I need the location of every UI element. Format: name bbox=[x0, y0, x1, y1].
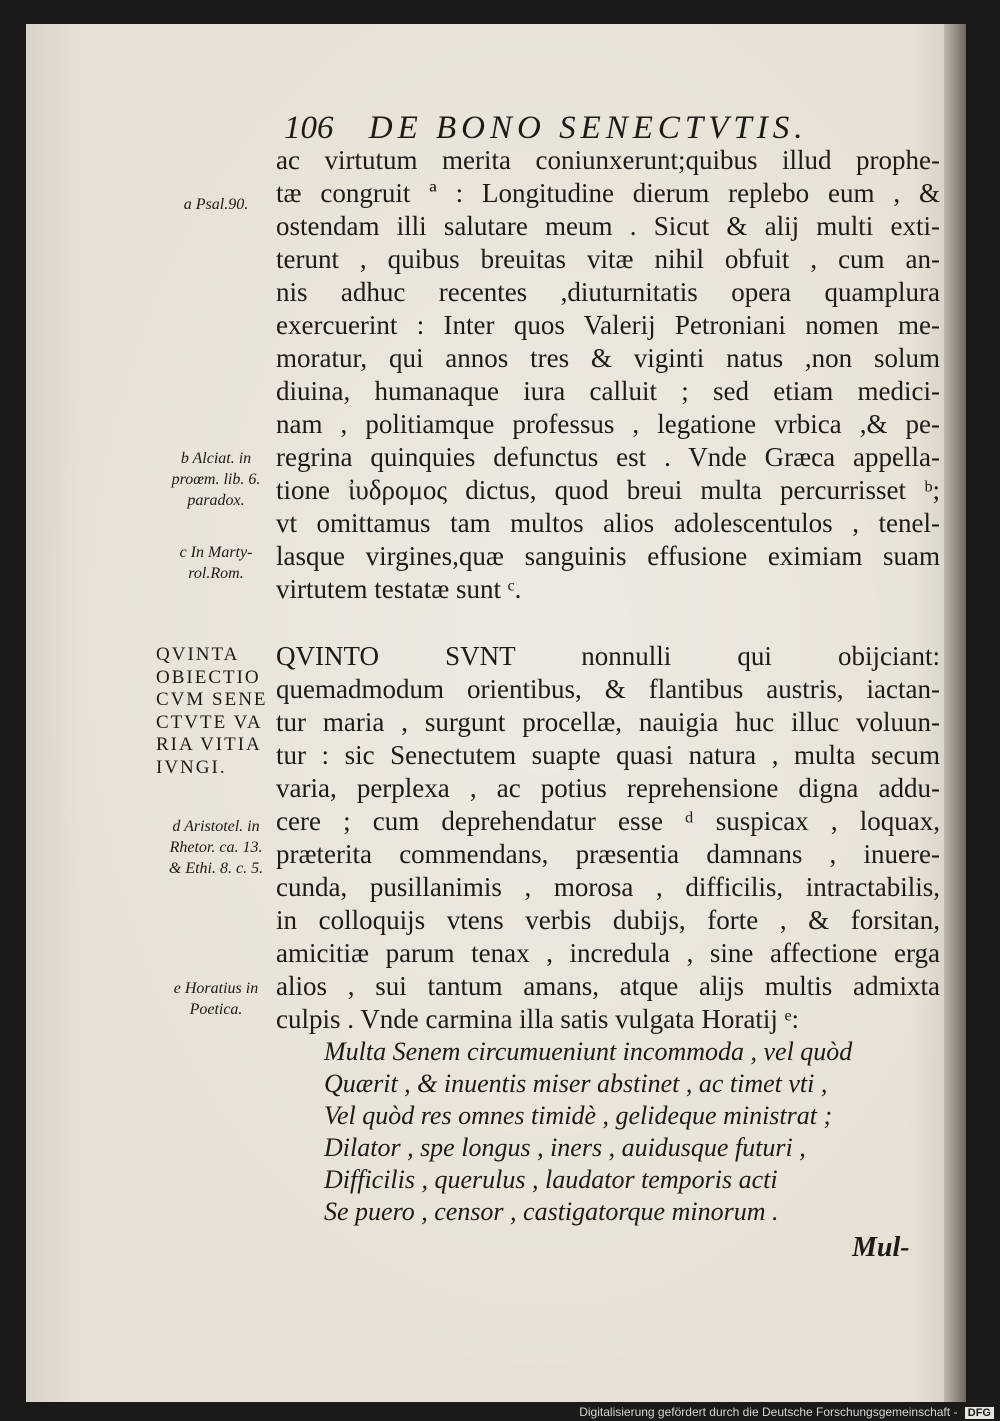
book-spine bbox=[944, 24, 966, 1402]
footer-text: Digitalisierung gefördert durch die Deutsche Forschungsgemeinschaft - bbox=[579, 1405, 958, 1419]
catchword: Mul- bbox=[852, 1232, 910, 1263]
book-page bbox=[26, 24, 966, 1402]
text-line: amicitiæ parum tenax , incredula , sine affectione erga bbox=[276, 938, 940, 968]
verse-line: Dilator , spe longus , iners , auidusque futuri , bbox=[324, 1133, 806, 1162]
text-line: tur : sic Senectutem suapte quasi natura , multa secum bbox=[276, 740, 940, 770]
verse-line: Quærit , & inuentis miser abstinet , ac timet vti , bbox=[324, 1069, 828, 1098]
text-line: virtutem testatæ sunt ᶜ. bbox=[276, 574, 522, 604]
text-line: terunt , quibus breuitas vitæ nihil obfuit , cum an- bbox=[276, 244, 940, 274]
text-line: tur maria , surgunt procellæ, nauigia huc illuc voluun- bbox=[276, 707, 940, 737]
text-line: quemadmodum orientibus, & flantibus austris, iactan- bbox=[276, 674, 940, 704]
text-line: ostendam illi salutare meum . Sicut & alij multi exti- bbox=[276, 211, 940, 241]
text-line: QVINTO SVNT nonnulli qui obijciant: bbox=[276, 641, 940, 671]
text-line: tæ congruit ª : Longitudine dierum replebo eum , & bbox=[276, 178, 940, 208]
text-line: moratur, qui annos tres & viginti natus ,non solum bbox=[276, 343, 940, 373]
text-line: cunda, pusillanimis , morosa , difficilis, intractabilis, bbox=[276, 872, 940, 902]
text-line: in colloquijs vtens verbis dubijs, forte , & forsitan, bbox=[276, 905, 940, 935]
text-line: cere ; cum deprehendatur esse ᵈ suspicax , loquax, bbox=[276, 806, 940, 836]
verse-line: Vel quòd res omnes timidè , gelideque ministrat ; bbox=[324, 1101, 833, 1130]
running-title: DE BONO SENECTVTIS. bbox=[368, 110, 808, 146]
text-line: vt omittamus tam multos alios adolescentulos , tenel- bbox=[276, 508, 940, 538]
verse-line: Se puero , censor , castigatorque minorum . bbox=[324, 1197, 779, 1226]
margin-note-c: c In Marty- rol.Rom. bbox=[179, 544, 253, 582]
text-line: regrina quinquies defunctus est . Vnde Græca appella- bbox=[276, 442, 940, 472]
margin-note-b: b Alciat. in proœm. lib. 6. paradox. bbox=[171, 450, 261, 509]
dfg-logo: DFG bbox=[965, 1407, 994, 1419]
digitization-footer bbox=[579, 1405, 994, 1419]
running-header bbox=[284, 110, 944, 147]
page-number: 106 bbox=[284, 110, 334, 146]
text-line: nis adhuc recentes ,diuturnitatis opera quamplura bbox=[276, 277, 940, 307]
verse-line: Multa Senem circumueniunt incommoda , vel quòd bbox=[324, 1037, 853, 1066]
margin-note-a: a Psal.90. bbox=[183, 196, 249, 213]
verse-line: Difficilis , querulus , laudator temporis acti bbox=[324, 1165, 778, 1194]
text-line: nam , politiamque professus , legatione vrbica ,& pe- bbox=[276, 409, 940, 439]
text-line: præterita commendans, præsentia damnans , inuere- bbox=[276, 839, 940, 869]
text-line: alios , sui tantum amans, atque alijs multis admixta bbox=[276, 971, 940, 1001]
side-heading: QVINTA OBIECTIO CVM SENE CTVTE VA RIA VITIA IVNGI. bbox=[156, 644, 268, 778]
text-line: culpis . Vnde carmina illa satis vulgata Horatij ᵉ: bbox=[276, 1004, 800, 1034]
text-line: lasque virgines,quæ sanguinis effusione eximiam suam bbox=[276, 541, 940, 571]
text-line: diuina, humanaque iura calluit ; sed etiam medici- bbox=[276, 376, 940, 406]
text-line: exercuerint : Inter quos Valerij Petroniani nomen me- bbox=[276, 310, 940, 340]
text-line: varia, perplexa , ac potius reprehensione digna addu- bbox=[276, 773, 940, 803]
text-line: ac virtutum merita coniunxerunt;quibus illud prophe- bbox=[276, 145, 940, 175]
margin-note-d: d Aristotel. in Rhetor. ca. 13. & Ethi. 8. c. 5. bbox=[168, 818, 264, 877]
margin-note-e: e Horatius in Poetica. bbox=[173, 980, 259, 1018]
text-line: tione ἰυδρομος dictus, quod breui multa percurrisset ᵇ; bbox=[276, 475, 940, 505]
